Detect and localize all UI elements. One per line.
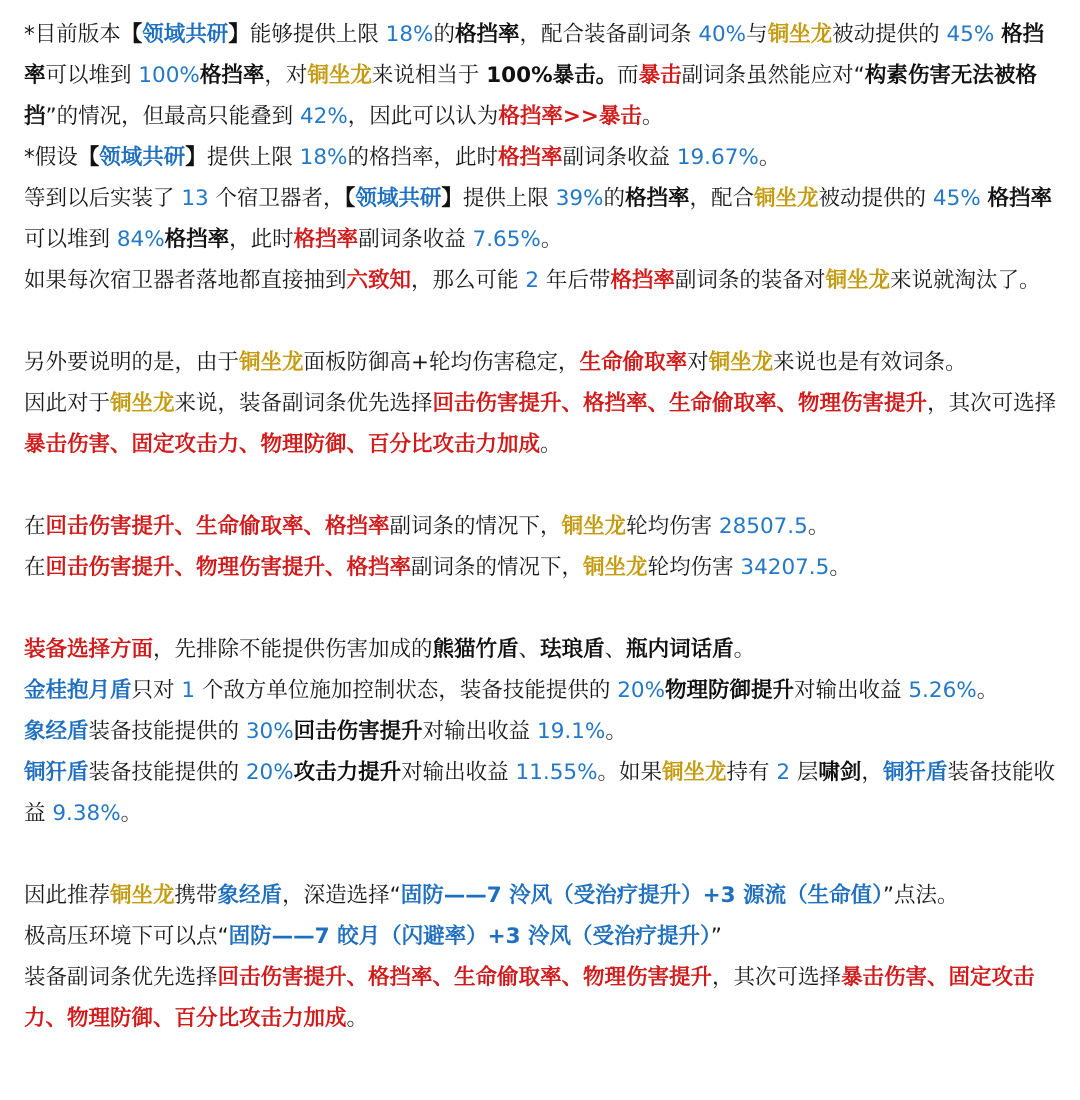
text-segment: 等到以后实装了 [24,186,182,211]
text-segment: 2 [776,760,791,785]
text-segment: 2 [525,268,540,293]
text-segment: 只对 [131,678,182,703]
text-segment: 【 [120,22,143,47]
text-segment: ” [710,924,722,949]
text-segment: 】 [185,145,207,170]
text-segment: 7.65% [472,227,541,252]
text-segment: 18% [385,22,434,47]
text-segment: 装备副词条优先选择 [24,965,218,990]
text-segment: ，其次可选择 [927,391,1057,416]
paragraph [24,506,1060,547]
text-segment: 铜坐龙 [110,883,175,908]
paragraph [24,875,1060,916]
paragraph [24,14,1060,137]
text-segment: 、 [518,637,541,662]
text-segment: 11.55% [515,760,598,785]
text-segment: 的 [603,186,625,211]
text-segment: 构素伤害无法被格挡 [24,63,1037,129]
text-segment: 。 [540,432,562,457]
text-segment: 可以堆到 [24,227,117,252]
text-segment: 六致知 [346,268,412,293]
text-segment: 格挡率 [164,227,230,252]
text-segment: 象经盾 [217,883,283,908]
text-segment: 副词条的装备对 [674,268,826,293]
text-segment: 30% [245,719,294,744]
text-segment: 100%暴击。 [486,63,618,88]
paragraph [24,178,1060,260]
text-segment: 对输出收益 [422,719,538,744]
text-segment: ，此时 [229,227,294,252]
text-segment: 42% [300,104,348,129]
text-segment: 在 [24,555,46,580]
text-segment: ，其次可选择 [712,965,842,990]
text-segment: 如果每次宿卫器者落地都直接抽到 [24,268,347,293]
text-segment: 18% [299,145,348,170]
text-segment: 铜犴盾 [24,760,89,785]
text-segment: 【 [344,186,356,211]
text-segment: 能够提供上限 [249,22,386,47]
text-segment: 提供上限 [462,186,556,211]
text-segment: 格挡率>>暴击 [498,104,642,129]
text-segment: ， [861,760,883,785]
text-segment: 铜坐龙 [239,350,304,375]
text-segment: 个宿卫器者， [208,186,345,211]
text-segment: 。 [605,719,627,744]
paragraph [24,752,1060,834]
text-segment: 20% [245,760,294,785]
text-segment: 格挡率 [497,145,563,170]
text-segment: 铜坐龙 [767,22,833,47]
text-segment: 100% [138,63,200,88]
text-segment: 在 [24,514,46,539]
text-segment: 铜坐龙 [583,555,648,580]
text-segment: 19.1% [537,719,606,744]
text-segment: 珐琅盾 [540,637,605,662]
text-segment: 回击伤害提升 [293,719,423,744]
text-segment: 对 [687,350,709,375]
text-segment: 层 [790,760,819,785]
text-segment: 39% [555,186,604,211]
paragraph-gap [24,465,1060,506]
paragraph [24,711,1060,752]
text-segment: 年后带 [539,268,611,293]
text-segment: 铜坐龙 [754,186,819,211]
paragraph [24,383,1060,465]
paragraph-gap [24,301,1060,342]
text-segment: 可以堆到 [45,63,139,88]
text-segment: 金桂抱月盾 [24,678,132,703]
text-segment: 啸剑 [818,760,862,785]
text-segment: 铜坐龙 [561,514,627,539]
text-segment: 的 [433,22,455,47]
text-segment: 固防——7 泠风（受治疗提升）+3 源流（生命值） [400,883,883,908]
text-segment: 极高压环境下可以点“ [24,924,229,949]
text-segment: 。 [540,227,563,252]
text-segment: 与 [746,22,768,47]
text-segment: 携带 [174,883,218,908]
text-segment: 。 [807,514,830,539]
text-segment: 领域共研 [355,186,442,211]
text-segment: 被动提供的 [832,22,947,47]
text-segment: 45% [932,186,981,211]
text-segment: 被动提供的 [818,186,933,211]
text-segment: 的格挡率，此时 [347,145,498,170]
paragraph [24,670,1060,711]
text-segment: 领域共研 [142,22,229,47]
text-segment: 副词条收益 [562,145,677,170]
text-segment: ，深造选择“ [282,883,401,908]
text-segment: 副词条的情况下， [389,514,562,539]
text-segment: ，那么可能 [411,268,526,293]
paragraph-gap [24,834,1060,875]
text-segment: ”的情况，但最高只能叠到 [45,104,300,129]
text-segment: 9.38% [52,801,121,826]
text-segment: 生命偷取率 [579,350,688,375]
text-segment: 回击伤害提升、格挡率、生命偷取率、物理伤害提升 [432,391,928,416]
text-segment: ，配合 [689,186,755,211]
text-segment: *假设 [24,145,78,170]
text-segment: 装备技能收益 [24,760,1055,826]
text-segment: 格挡率 [199,63,265,88]
text-segment: 20% [617,678,666,703]
text-segment: 】 [228,22,250,47]
text-segment: 固防——7 皎月（闪避率）+3 泠风（受治疗提升） [228,924,711,949]
paragraph [24,957,1060,1039]
text-segment: 物理防御提升 [665,678,795,703]
text-segment: 暴击 [638,63,682,88]
text-segment: ，对 [264,63,308,88]
text-segment: 瓶内词话盾 [626,637,734,662]
text-segment: 面板防御高+轮均伤害稳定， [303,350,580,375]
text-segment: 因此推荐 [24,883,111,908]
text-segment: 提供上限 [206,145,300,170]
paragraph [24,547,1060,588]
paragraph [24,916,1060,957]
text-segment: 格挡率 [625,186,690,211]
text-segment: 铜坐龙 [307,63,372,88]
text-segment: 因此对于 [24,391,111,416]
text-segment: 装备选择方面 [24,637,154,662]
text-segment: 副词条收益 [358,227,473,252]
text-segment: 格挡率 [610,268,675,293]
text-segment: 个敌方单位施加控制状态，装备技能提供的 [195,678,618,703]
text-segment: 。 [733,637,756,662]
text-segment: 装备技能提供的 [88,760,246,785]
text-segment: *目前版本 [24,22,121,47]
paragraph [24,260,1060,301]
text-segment: 熊猫竹盾 [432,637,519,662]
text-segment: 来说相当于 [371,63,487,88]
text-segment: 、 [604,637,627,662]
text-segment: 。 [346,1006,369,1031]
paragraph [24,137,1060,178]
text-segment: 来说也是有效词条。 [773,350,967,375]
text-segment: 格挡率 [24,22,1045,88]
text-segment: 回击伤害提升、格挡率、生命偷取率、物理伤害提升 [217,965,713,990]
text-segment: 40% [698,22,747,47]
text-segment: 铜犴盾 [882,760,948,785]
paragraph-gap [24,588,1060,629]
text-segment: 。 [120,801,143,826]
text-segment: 铜坐龙 [708,350,774,375]
text-segment: 34207.5 [740,555,830,580]
text-segment: 回击伤害提升、生命偷取率、格挡率 [45,514,390,539]
text-segment: 。如果 [597,760,663,785]
text-segment: 回击伤害提升、物理伤害提升、格挡率 [45,555,412,580]
text-segment: 19.67% [676,145,759,170]
text-segment: 5.26% [908,678,977,703]
text-segment: 45% [946,22,995,47]
text-segment: 84% [116,227,165,252]
text-segment: 格挡率 [293,227,359,252]
text-segment: 1 [181,678,196,703]
text-segment: 领域共研 [99,145,186,170]
text-segment: 】 [441,186,463,211]
text-segment: 格挡率 [454,22,520,47]
text-segment: 铜坐龙 [662,760,727,785]
text-segment: 28507.5 [718,514,808,539]
text-segment: 来说，装备副词条优先选择 [174,391,433,416]
text-segment: 对输出收益 [794,678,909,703]
text-segment: 象经盾 [24,719,89,744]
text-segment: 攻击力提升 [293,760,402,785]
text-segment: ”点法。 [882,883,959,908]
text-segment: 13 [181,186,209,211]
text-segment: 装备技能提供的 [88,719,246,744]
text-segment: 轮均伤害 [647,555,741,580]
text-segment: 【 [77,145,100,170]
text-segment: 副词条的情况下， [411,555,584,580]
text-segment: 。 [976,678,999,703]
text-segment: ，因此可以认为 [347,104,499,129]
text-segment: 格挡率 [987,186,1053,211]
text-segment: 暴击伤害、固定攻击力、物理防御、百分比攻击力加成 [24,965,1035,1031]
text-segment: 而 [617,63,639,88]
text-segment [981,186,988,211]
text-segment: 。 [641,104,664,129]
text-segment: 另外要说明的是，由于 [24,350,240,375]
text-segment: 铜坐龙 [825,268,890,293]
text-segment: 副词条虽然能应对“ [681,63,865,88]
text-segment: ，配合装备副词条 [519,22,699,47]
text-segment: 来说就淘汰了。 [889,268,1041,293]
paragraph [24,629,1060,670]
text-segment: 对输出收益 [401,760,516,785]
text-segment: 轮均伤害 [626,514,719,539]
text-segment: 暴击伤害、固定攻击力、物理防御、百分比攻击力加成 [24,432,541,457]
text-segment: ，先排除不能提供伤害加成的 [153,637,433,662]
text-segment: 。 [829,555,851,580]
paragraph [24,342,1060,383]
text-segment: 。 [758,145,781,170]
text-segment: 铜坐龙 [110,391,175,416]
text-segment: 持有 [726,760,777,785]
